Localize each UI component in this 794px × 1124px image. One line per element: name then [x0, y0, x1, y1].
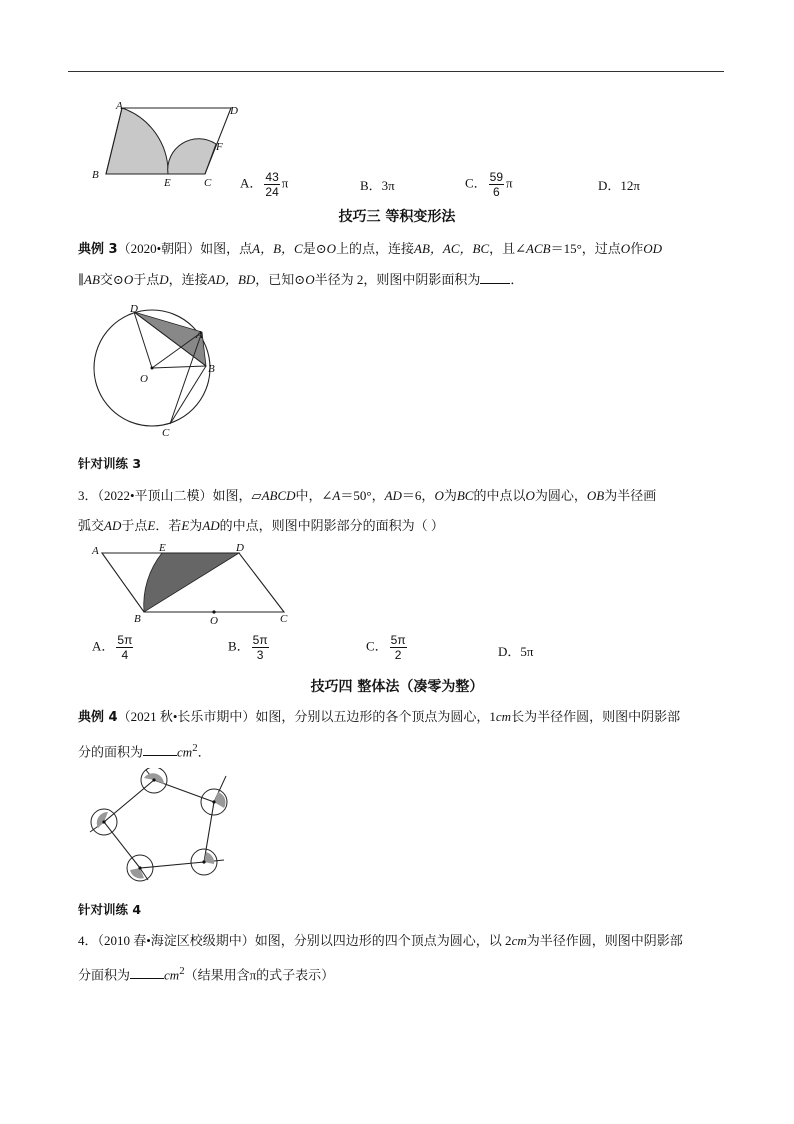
answer-blank-4[interactable]	[143, 743, 177, 756]
q3fig-label-D: D	[236, 542, 244, 554]
q3-option-a: A． $\frac{5\pi}{4}$	[92, 633, 133, 662]
option-a: A． $\frac{43}{24}$ π	[240, 170, 289, 199]
label-A: A	[116, 100, 123, 112]
question-4-text: 4．（2010 春•海淀区校级期中）如图，分别以四边形的四个顶点为圆心，以 2cm为半径作圆，则图中阴影部 分面积为 $cm^2$（结果用含π的式子表示）	[78, 933, 683, 983]
section-title-3: 技巧三 等积变形法	[338, 209, 456, 225]
header-rule	[68, 71, 724, 72]
fig3-label-C: C	[162, 427, 170, 439]
fig3-label-B: B	[208, 363, 215, 375]
label-D: D	[230, 105, 238, 117]
label-F: F	[216, 141, 223, 153]
q3fig-label-O: O	[210, 615, 218, 626]
q3-option-c: C． $\frac{5\pi}{2}$	[366, 633, 406, 662]
example-4-text: 典例 4（2021 秋•长乐市期中）如图，分别以五边形的各个顶点为圆心，1cm长为半径作圆，则图中阴影部 分的面积为 $cm^2$．	[78, 709, 681, 760]
option-c: C． $\frac{59}{6}$ π	[465, 170, 513, 199]
parallelogram-sectors-figure	[88, 98, 238, 188]
q3fig-label-C: C	[280, 613, 288, 625]
fig3-label-O: O	[140, 373, 148, 385]
label-E: E	[164, 177, 171, 188]
q3fig-label-B: B	[134, 613, 141, 625]
q3-option-b: B． $\frac{5\pi}{3}$	[228, 633, 268, 662]
answer-blank-q4[interactable]	[130, 966, 164, 979]
parallelogram-figure-3	[88, 540, 298, 626]
question-3-text: 3．（2022•平顶山二模）如图，▱ABCD中，∠A＝50°，AD＝6，O为BC的中点以O为圆心，OB为半径画 弧交AD于点E．若E为AD的中点，则图中阴影部分的面积为（ ）	[78, 488, 657, 533]
q3fig-label-E: E	[159, 542, 166, 554]
fig3-label-D: D	[130, 303, 138, 315]
section-title-4: 技巧四 整体法（凑零为整）	[310, 679, 484, 695]
answer-blank-3[interactable]	[480, 271, 510, 284]
pentagon-circles-figure	[84, 768, 234, 886]
option-d: D．12π	[598, 178, 640, 193]
circle-figure-3	[90, 300, 230, 440]
training-4-title: 针对训练 4	[78, 902, 142, 917]
q3-option-d: D．5π	[498, 644, 534, 659]
label-B: B	[92, 169, 99, 181]
q3fig-label-A: A	[92, 545, 99, 557]
option-b: B．3π	[360, 178, 395, 193]
example-3-text: 典例 3（2020•朝阳）如图，点A，B，C是⊙O上的点，连接AB，AC，BC，且∠ACB＝15°，过点O作OD ∥AB交⊙O于点D，连接AD，BD，已知⊙O半径为 2，则图中阴影面积为 ．	[78, 241, 662, 287]
fig3-label-A: A	[196, 329, 203, 341]
label-C: C	[204, 177, 212, 188]
training-3-title: 针对训练 3	[78, 456, 142, 471]
